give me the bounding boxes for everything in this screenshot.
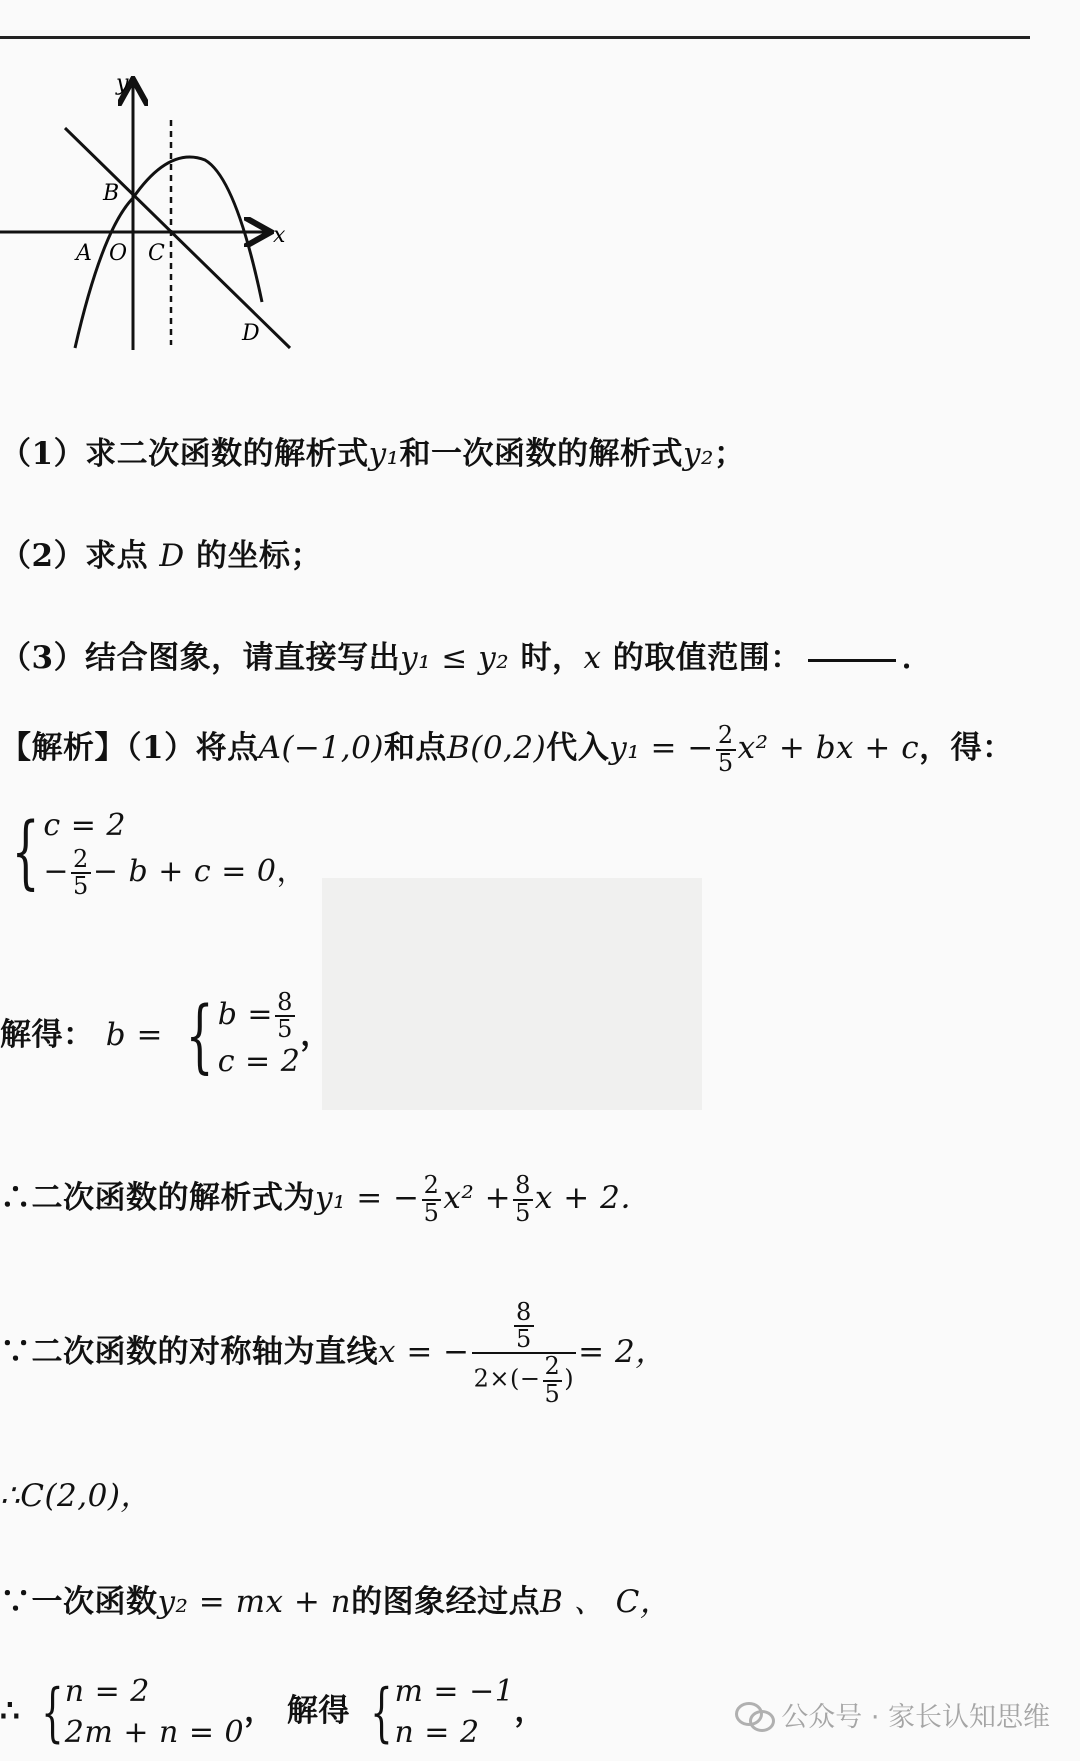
function-graph-figure — [0, 70, 300, 360]
solve-b-c: 解得： b = { b = $\frac{8}{5}$ c = 2 ， — [0, 988, 332, 1083]
question-1: （1）求二次函数的解析式y₁和一次函数的解析式y₂； — [0, 436, 746, 472]
equation-system-1: { c = 2 − $\frac{2}{5}$ − b + c = 0， — [11, 805, 308, 900]
linear-function-line: ∵一次函数y₂ = mx + n的图象经过点B 、 C， — [0, 1584, 672, 1620]
question-2: （2）求点 D 的坐标； — [0, 538, 323, 574]
quadratic-result: ∴二次函数的解析式为y₁ = − $\frac{2}{5}$ x² + $\frac{8}{5}$ x + 2． — [0, 1171, 652, 1227]
label-y: y — [116, 71, 129, 96]
solution-heading: 【解析】（1）将点A(−1,0)和点B(0,2)代入y₁ = − $\frac{2}{5}$ x² + bx + c，得： — [0, 721, 1014, 777]
label-a: A — [76, 241, 92, 266]
equation-system-mn: ∴ { n = 2 2m + n = 0 ， 解得 { m = −1 n = 2 ， — [0, 1674, 546, 1750]
label-b: B — [103, 181, 120, 206]
label-x: x — [273, 223, 286, 248]
fraction-two-fifths: $\frac{2}{5}$ — [717, 721, 734, 777]
question-3: （3）结合图象，请直接写出y₁ ≤ y₂ 时，x 的取值范围： ． — [0, 640, 934, 676]
top-divider — [0, 36, 1030, 39]
blank-image-area — [322, 878, 702, 1110]
point-c-result: ∴C(2,0)， — [0, 1478, 152, 1514]
label-o: O — [109, 241, 128, 266]
wechat-icon — [735, 1700, 773, 1730]
symmetry-axis-line: ∵二次函数的对称轴为直线x = − $\frac{8}{5}$ 2×(− $\frac{2}{5}$ ) = 2， — [0, 1298, 667, 1408]
axis-fraction: $\frac{8}{5}$ 2×(− $\frac{2}{5}$ ) — [473, 1298, 575, 1408]
linear-line — [65, 128, 290, 348]
label-c: C — [148, 241, 165, 266]
wechat-watermark: 公众号 · 家长认知思维 — [735, 1695, 1050, 1734]
answer-blank — [808, 659, 896, 662]
label-d: D — [242, 321, 260, 346]
